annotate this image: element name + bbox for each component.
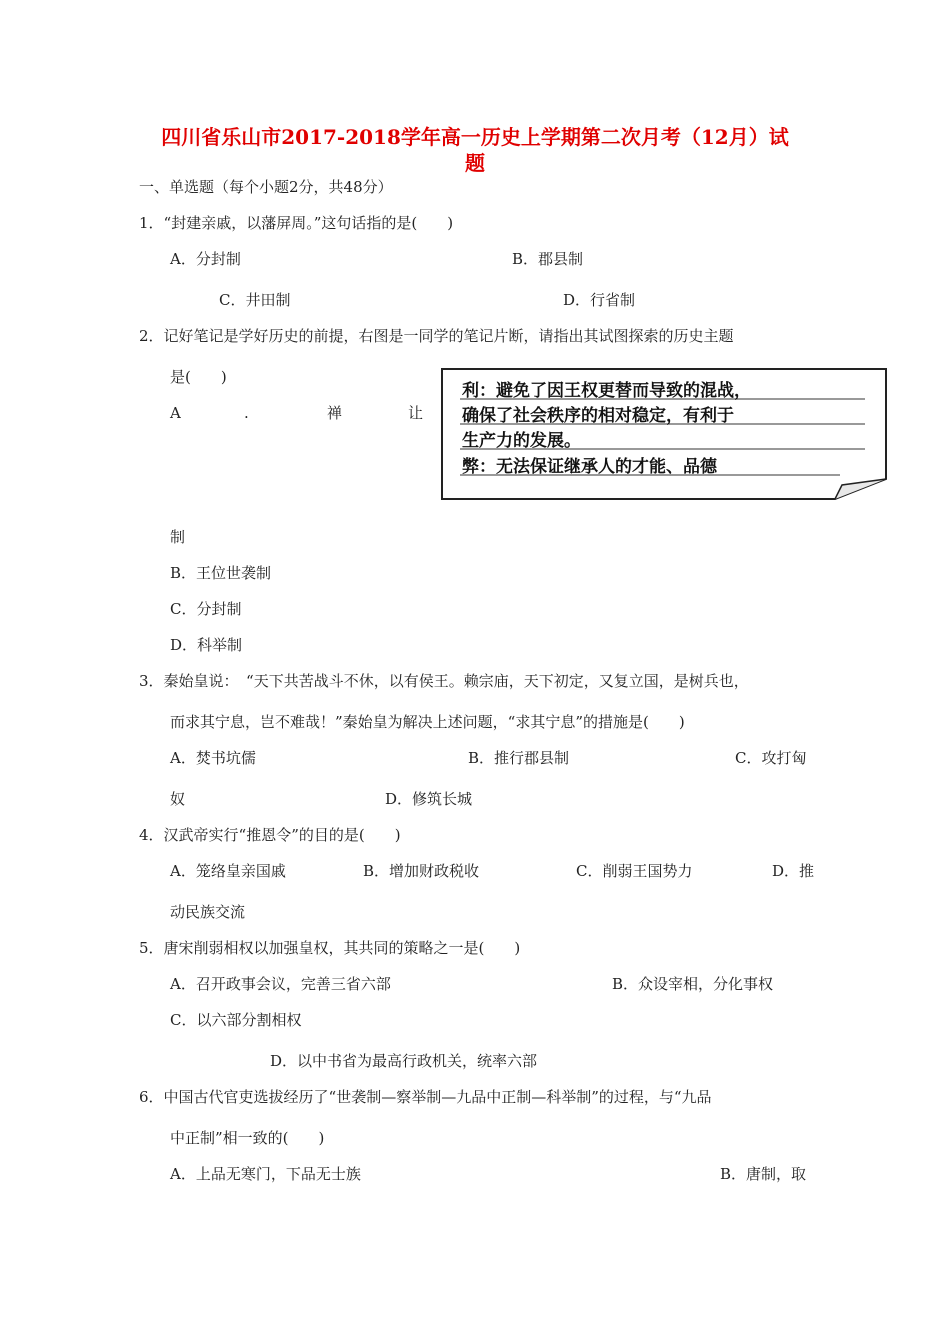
question-2-option-d: D．科举制 [170,636,243,654]
question-6-stem-continued: 中正制”相一致的( ) [170,1129,325,1147]
question-1-option-b: B．郡县制 [512,250,584,268]
question-4-option-c: C．削弱王国势力 [576,862,693,880]
question-1-option-a: A．分封制 [170,250,241,268]
question-2-option-a-dot: . [244,404,249,422]
question-4-option-a: A．笼络皇亲国戚 [170,862,286,880]
question-3-option-d: D．修筑长城 [385,790,473,808]
question-4-option-d-continued: 动民族交流 [170,903,246,921]
question-1-option-c: C．井田制 [219,291,291,309]
question-3-stem: 3．秦始皇说： “天下共苦战斗不休，以有侯王。赖宗庙，天下初定，又复立国，是树兵也， [139,672,749,690]
question-5-option-b: B．众设宰相，分化事权 [612,975,774,993]
question-6-option-a: A．上品无寒门，下品无士族 [170,1165,361,1183]
question-2-option-a-char-2: 让 [408,404,424,422]
document-title-line-1: 四川省乐山市2017-2018学年高一历史上学期第二次月考（12月）试 [161,125,789,149]
section-heading: 一、单选题（每个小题2分，共48分） [139,178,393,196]
question-3-option-c: C．攻打匈 [735,749,807,767]
question-2-stem: 2．记好笔记是学好历史的前提，右图是一同学的笔记片断，请指出其试图探索的历史主题 [139,327,734,345]
question-3-stem-continued: 而求其宁息，岂不难哉！”秦始皇为解决上述问题，“求其宁息”的措施是( ) [170,713,685,731]
question-1-option-d: D．行省制 [563,291,636,309]
note-line-2: 确保了社会秩序的相对稳定，有利于 [462,406,734,426]
question-2-stem-continued: 是( ) [170,368,227,386]
question-4-option-d: D．推 [772,862,815,880]
note-card [440,367,890,502]
note-line-4: 弊：无法保证继承人的才能、品德 [462,457,717,477]
question-6-option-b: B．唐制，取 [720,1165,807,1183]
document-title-line-2: 题 [465,151,485,175]
question-2-option-a-continued: 制 [170,528,186,546]
question-3-option-a: A．焚书坑儒 [170,749,256,767]
question-2-option-c: C．分封制 [170,600,242,618]
question-6-stem: 6．中国古代官吏选拔经历了“世袭制—察举制—九品中正制—科举制”的过程，与“九品 [139,1088,712,1106]
note-line-1: 利：避免了因王权更替而导致的混战， [462,381,751,401]
question-1-stem: 1．“封建亲戚，以藩屏周。”这句话指的是( ) [139,214,454,232]
question-5-option-d: D．以中书省为最高行政机关，统率六部 [270,1052,538,1070]
question-5-option-c: C．以六部分割相权 [170,1011,302,1029]
question-5-stem: 5．唐宋削弱相权以加强皇权，其共同的策略之一是( ) [139,939,521,957]
question-2-option-a-letter: A [170,404,181,422]
question-5-option-a: A．召开政事会议，完善三省六部 [170,975,391,993]
note-line-3: 生产力的发展。 [462,431,581,451]
question-4-stem: 4．汉武帝实行“推恩令”的目的是( ) [139,826,401,844]
question-3-option-c-continued: 奴 [170,790,186,808]
question-2-option-b: B．王位世袭制 [170,564,272,582]
question-4-option-b: B．增加财政税收 [363,862,480,880]
question-3-option-b: B．推行郡县制 [468,749,570,767]
question-2-option-a-char-1: 禅 [327,404,343,422]
